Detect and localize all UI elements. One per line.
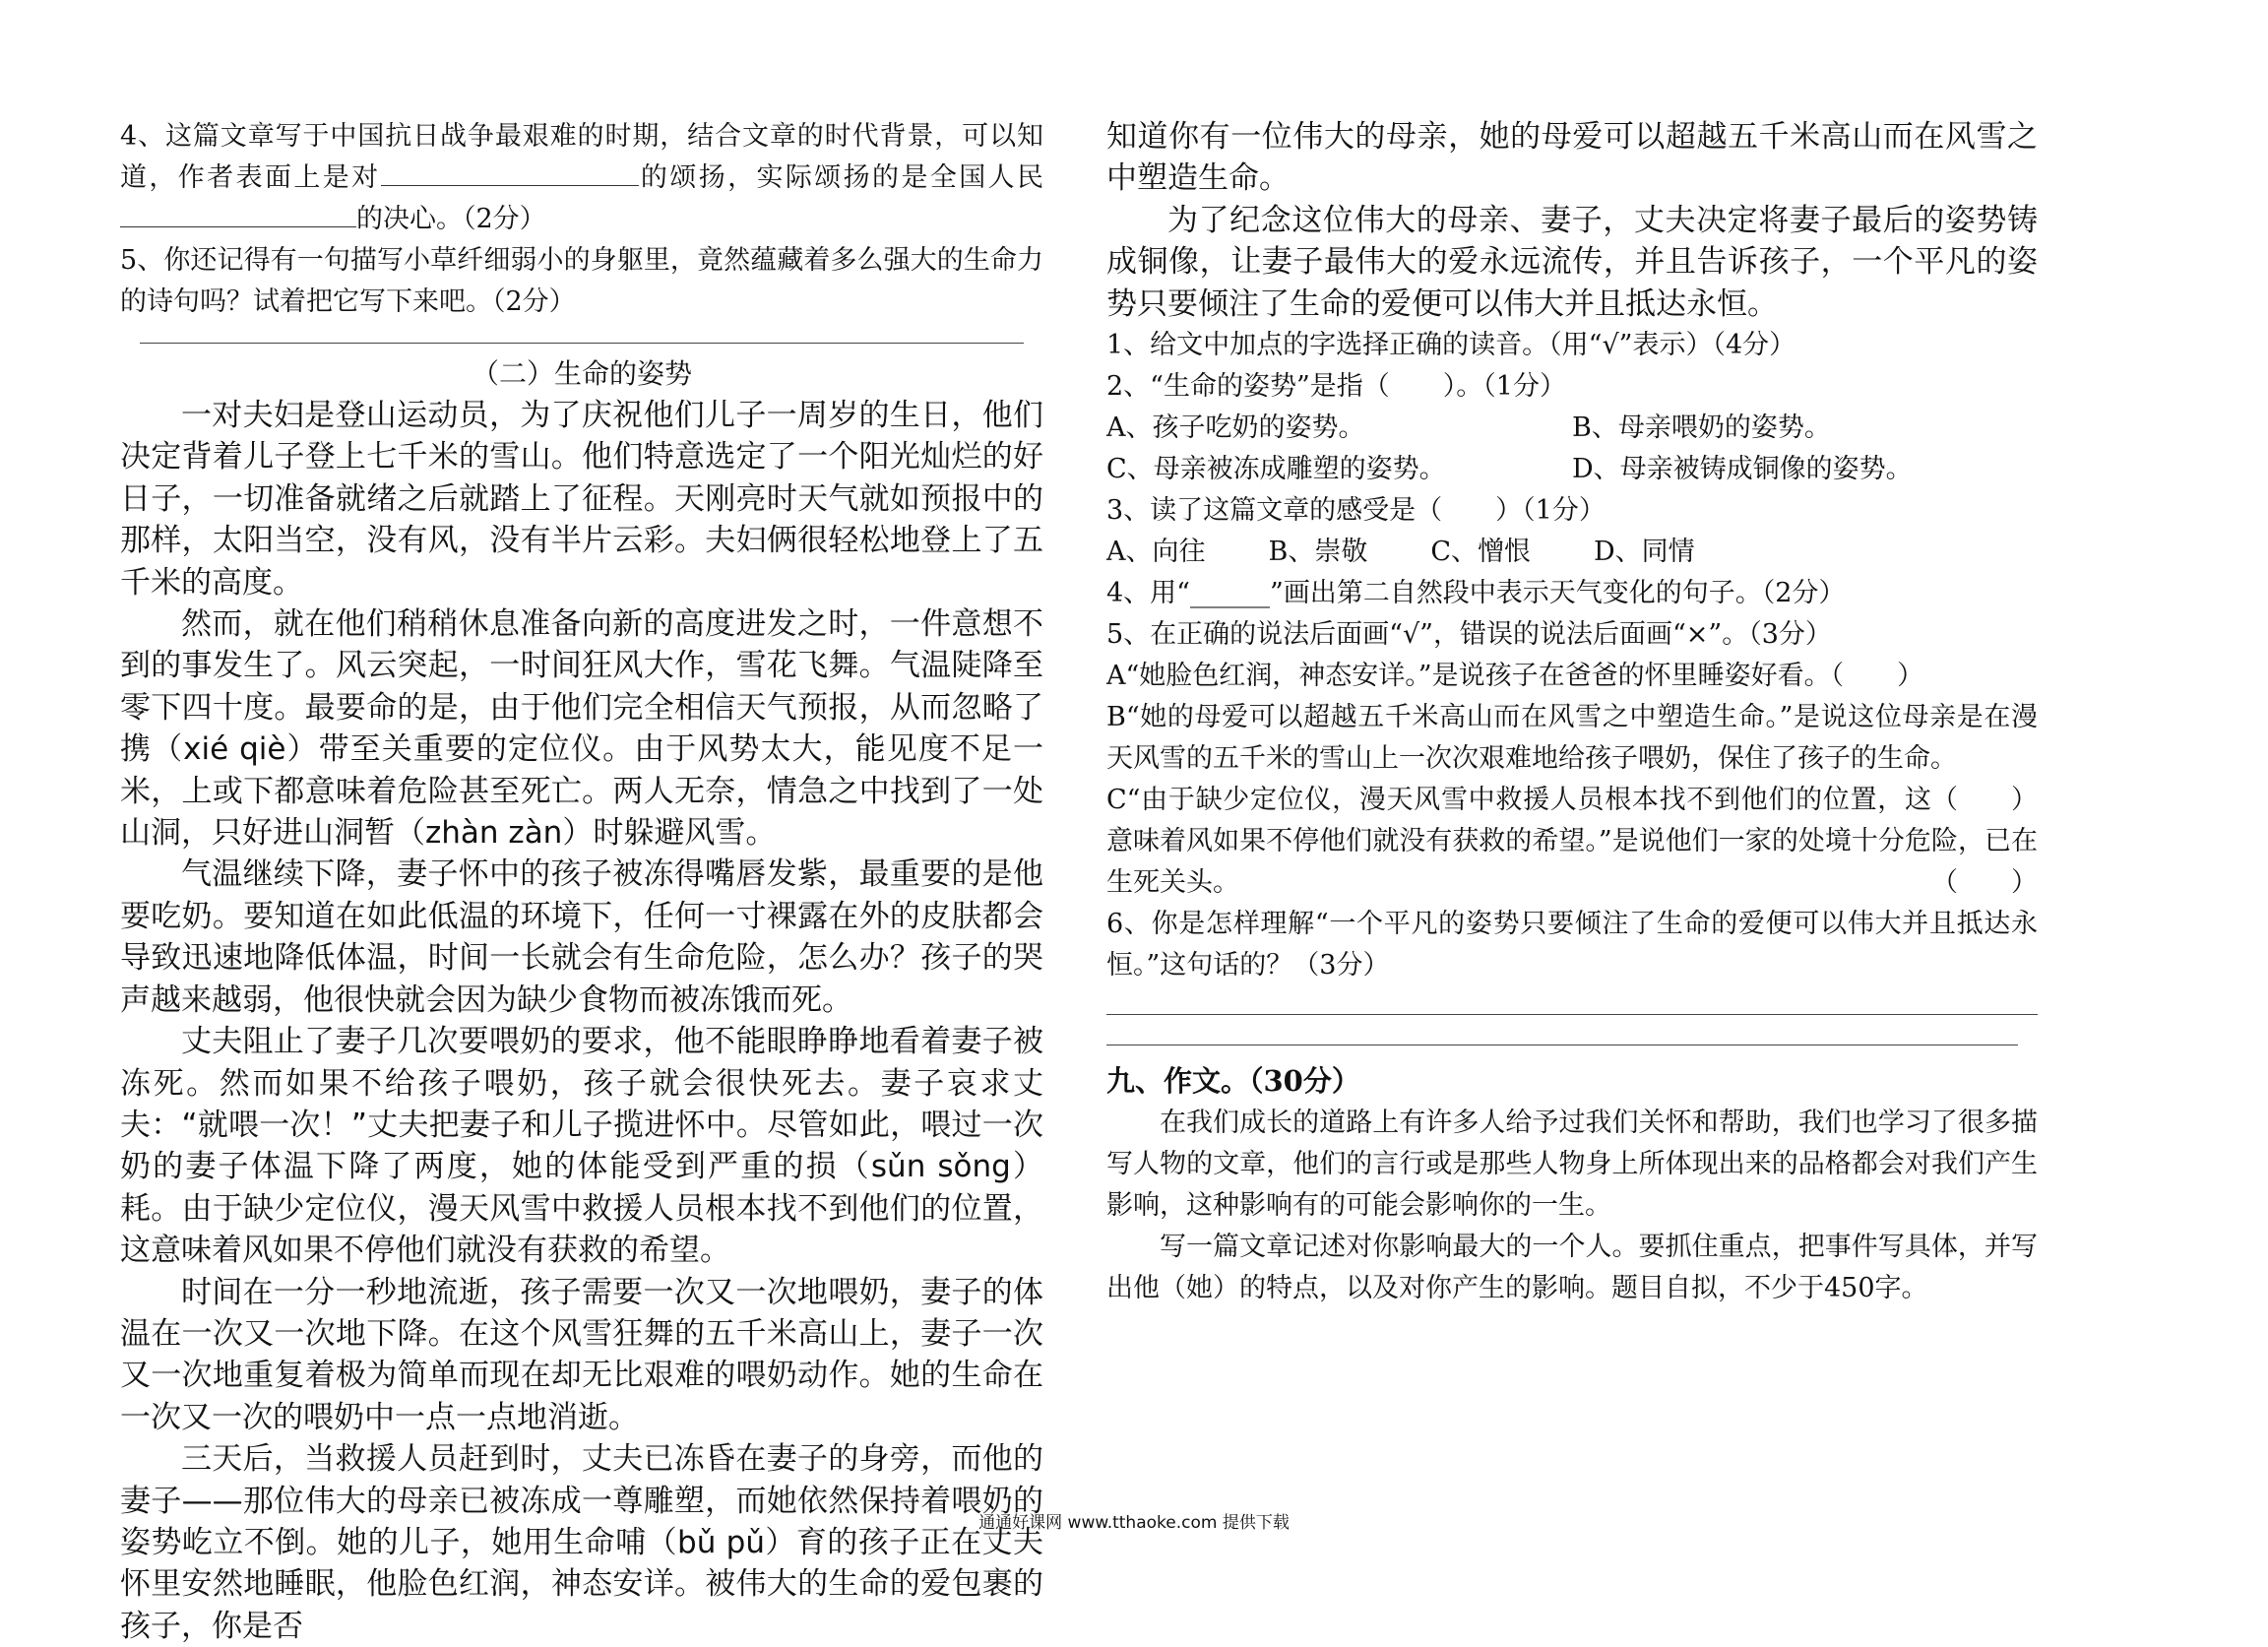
story-paragraph: 一对夫妇是登山运动员，为了庆祝他们儿子一周岁的生日，他们决定背着儿子登上七千米的雪山。他们特意选定了一个阳光灿烂的好日子，一切准备就绪之后就踏上了征程。天刚亮时天气就如预报中的那样，太阳当空，没有风，没有半片云彩。夫妇俩很轻松地登上了五千米的高度。 — [120, 398, 1043, 601]
question-2-options — [1106, 449, 2038, 490]
option-d[interactable]: D、母亲被铸成铜像的姿势。 — [1572, 454, 1913, 485]
essay-title: 九、作文。（30分） — [1106, 1064, 1360, 1099]
story-paragraph: 时间在一分一秒地流逝，孩子需要一次又一次地喂奶，妻子的体温在一次又一次地下降。在这个风雪狂舞的五千米高山上，妻子一次又一次地重复着极为简单而现在却无比艰难的喂奶动作。她的生命在一次又一次的喂奶中一点一点地消逝。 — [120, 1274, 1043, 1435]
question-4: 4、这篇文章写于中国抗日战争最艰难的时期，结合文章的时代背景，可以知道，作者表面上是对 的颂扬，实际颂扬的是全国人民的决心。（2分） — [120, 121, 1044, 234]
story-continuation: 知道你有一位伟大的母亲，她的母爱可以超越五千米高山而在风雪之中塑造生命。 — [1106, 119, 2038, 197]
essay-paragraph: 写一篇文章记述对你影响最大的一个人。要抓住重点，把事件写具体，并写出他（她）的特点，以及对你产生的影响。题目自拟，不少于450字。 — [1106, 1232, 2038, 1304]
option-a[interactable]: A、向往 — [1106, 537, 1206, 568]
story-paragraph: 然而，就在他们稍稍休息准备向新的高度进发之时，一件意想不到的事发生了。风云突起，一时间狂风大作，雪花飞舞。气温陡降至零下四十度。最要命的是，由于他们完全相信天气预报，从而忽略了携（xié qiè）带至关重要的定位仪。由于风势太大，能见度不足一米，上或下都意味着危险甚至死亡。两人无奈，情急之中找到了一处山洞，只好进山洞暂（zhàn zàn）时躲避风雪。 — [120, 606, 1043, 852]
statement-b: B“她的母爱可以超越五千米高山而在风雪之中塑造生命。”是说这位母亲是在漫天风雪的五千米的雪山上一次次艰难地给孩子喂奶，保住了孩子的生命。 （ ） — [1106, 697, 2038, 780]
question-5: 5、你还记得有一句描写小草纤细弱小的身躯里，竟然蕴藏着多么强大的生命力的诗句吗？试着把它写下来吧。（2分） — [120, 245, 1043, 317]
statement-c: C“由于缺少定位仪，漫天风雪中救援人员根本找不到他们的位置，这意味着风如果不停他们就没有获救的希望。”是说他们一家的处境十分危险，已在生死关头。 （ ） — [1106, 780, 2038, 904]
answer-blank[interactable] — [381, 161, 639, 186]
option-a[interactable]: A、孩子吃奶的姿势。 — [1106, 412, 1365, 444]
section-title: （二）生命的姿势 — [471, 357, 692, 390]
option-b[interactable]: B、母亲喂奶的姿势。 — [1572, 412, 1831, 444]
right-column — [1106, 116, 2038, 1309]
story-paragraph: 气温继续下降，妻子怀中的孩子被冻得嘴唇发紫，最重要的是他要吃奶。要知道在如此低温的环境下，任何一寸裸露在外的皮肤都会导致迅速地降低体温，时间一长就会有生命危险，怎么办？孩子的哭声越来越弱，他很快就会因为缺少食物而被冻饿而死。 — [120, 856, 1043, 1018]
statement-a: A“她脸色红润，神态安详。”是说孩子在爸爸的怀里睡姿好看。（ ） — [1106, 661, 1924, 692]
answer-line — [140, 343, 1024, 344]
question-2: 2、“生命的姿势”是指（ ）。（1分） — [1106, 371, 1566, 403]
question-2-options — [1106, 408, 2038, 449]
question-3: 3、读了这篇文章的感受是（ ）（1分） — [1106, 495, 1606, 527]
question-6: 6、你是怎样理解“一个平凡的姿势只要倾注了生命的爱便可以伟大并且抵达永恒。”这句话的？（3分） — [1106, 909, 2038, 982]
option-c[interactable]: C、母亲被冻成雕塑的姿势。 — [1106, 454, 1446, 485]
answer-paren[interactable]: （ ） — [1931, 785, 2038, 816]
question-5: 5、在正确的说法后面画“√”，错误的说法后面画“×”。（3分） — [1106, 619, 1832, 651]
question-4: 4、用“______”画出第二自然段中表示天气变化的句子。（2分） — [1106, 578, 1846, 609]
option-b[interactable]: B、崇敬 — [1268, 537, 1368, 568]
essay-paragraph: 在我们成长的道路上有许多人给予过我们关怀和帮助，我们也学习了很多描写人物的文章，他们的言行或是那些人物身上所体现出来的品格都会对我们产生影响，这种影响有的可能会影响你的一生。 — [1106, 1108, 2038, 1222]
story-paragraph: 丈夫阻止了妻子几次要喂奶的要求，他不能眼睁睁地看着妻子被冻死。然而如果不给孩子喂奶，孩子就会很快死去。妻子哀求丈夫：“就喂一次！”丈夫把妻子和儿子揽进怀中。尽管如此，喂过一次奶的妻子体温下降了两度，她的体能受到严重的损（sǔn sǒng）耗。由于缺少定位仪，漫天风雪中救援人员根本找不到他们的位置，这意味着风如果不停他们就没有获救的希望。 — [120, 1024, 1043, 1269]
story-paragraph: 三天后，当救援人员赶到时，丈夫已冻昏在妻子的身旁，而他的妻子——那位伟大的母亲已被冻成一尊雕塑，而她依然保持着喂奶的姿势屹立不倒。她的儿子，她用生命哺（bǔ pǔ）育的孩子正在丈夫怀里安然地睡眠，他脸色红润，神态安详。被伟大的生命的爱包裹的孩子，你是否 — [120, 1441, 1043, 1644]
left-column — [120, 116, 1043, 1647]
answer-blank[interactable] — [120, 203, 356, 227]
option-d[interactable]: D、同情 — [1594, 537, 1695, 568]
answer-paren[interactable]: （ ） — [1931, 867, 2038, 899]
answer-line[interactable] — [1106, 1014, 2038, 1015]
footer-source: 通通好课网 www.tthaoke.com 提供下载 — [978, 1513, 1290, 1533]
question-3-options — [1106, 532, 2038, 573]
question-1: 1、给文中加点的字选择正确的读音。（用“√”表示）（4分） — [1106, 330, 1796, 361]
option-c[interactable]: C、憎恨 — [1430, 537, 1532, 568]
story-paragraph: 为了纪念这位伟大的母亲、妻子，丈夫决定将妻子最后的姿势铸成铜像，让妻子最伟大的爱永远流传，并且告诉孩子，一个平凡的姿势只要倾注了生命的爱便可以伟大并且抵达永恒。 — [1106, 202, 2038, 322]
